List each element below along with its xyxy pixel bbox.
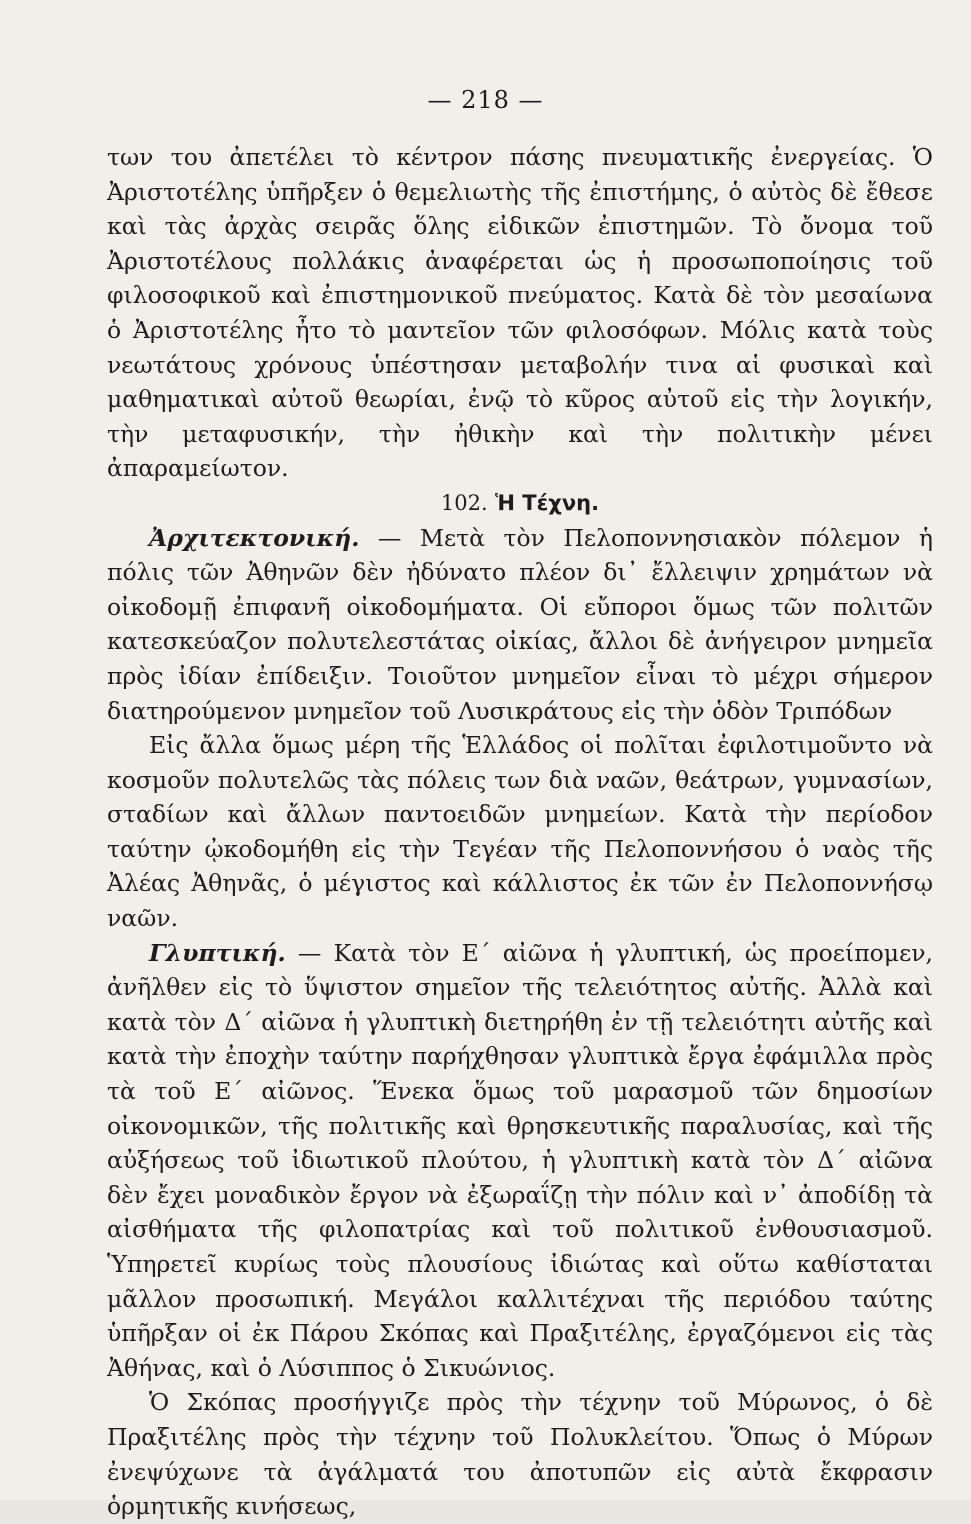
paragraph-sculpture (107, 936, 933, 1386)
page-body (107, 140, 933, 1524)
section-number: 102. (440, 490, 488, 515)
sculpture-heading: Γλυπτική. (149, 938, 286, 967)
architecture-text: — Μετὰ τὸν Πελοποννησιακὸν πόλεμον ἡ πόλις τῶν Ἀθηνῶν δὲν ἠδύνατο πλέον δι᾿ ἔλλειψιν χρημάτων νὰ οἰκοδομῇ ἐπιφανῆ οἰκοδομήματα. Οἱ εὔποροι ὅμως τῶν πολιτῶν κατεσκεύαζον πολυτελεστάτας οἰκίας, ἄλλοι δὲ ἀνήγειρον μνημεῖα πρὸς ἰδίαν ἐπίδειξιν. Τοιοῦτον μνημεῖον εἶναι τὸ μέχρι σήμερον διατηρούμενον μνημεῖον τοῦ Λυσικράτους εἰς τὴν ὁδὸν Τριπόδων (107, 523, 933, 725)
paragraph-philosophy: των του ἀπετέλει τὸ κέντρον πάσης πνευματικῆς ἐνεργείας. Ὁ Ἀριστοτέλης ὑπῆρξεν ὁ θεμελιωτὴς τῆς ἐπιστήμης, ὁ αὐτὸς δὲ ἔθεσε καὶ τὰς ἀρχὰς σειρᾶς ὅλης εἰδικῶν ἐπιστημῶν. Τὸ ὄνομα τοῦ Ἀριστοτέλους πολλάκις ἀναφέρεται ὡς ἡ προσωποποίησις τοῦ φιλοσοφικοῦ καὶ ἐπιστημονικοῦ πνεύματος. Κατὰ δὲ τὸν μεσαίωνα ὁ Ἀριστοτέλης ἦτο τὸ μαντεῖον τῶν φιλοσόφων. Μόλις κατὰ τοὺς νεωτάτους χρόνους ὑπέστησαν μεταβολήν τινα αἱ φυσικαὶ καὶ μαθηματικαὶ αὐτοῦ θεωρίαι, ἐνῷ τὸ κῦρος αὐτοῦ εἰς τὴν λογικήν, τὴν μεταφυσικήν, τὴν ἠθικὴν καὶ τὴν πολιτικὴν μένει ἀπαραμείωτον. (107, 143, 933, 483)
architecture-heading: Ἀρχιτεκτονική. (149, 523, 360, 552)
paragraph-architecture (107, 521, 933, 729)
paragraph-skopas: Ὁ Σκόπας προσήγγιζε πρὸς τὴν τέχνην τοῦ Μύρωνος, ὁ δὲ Πραξιτέλης πρὸς τὴν τέχνην τοῦ Πολυκλείτου. Ὅπως ὁ Μύρων ἐνεψύχωνε τὰ ἀγάλματά του ἀποτυπῶν εἰς αὐτὰ ἔκφρασιν ὁρμητικῆς κινήσεως, (107, 1388, 933, 1521)
sculpture-text: — Κατὰ τὸν Ε΄ αἰῶνα ἡ γλυπτική, ὡς προείπομεν, ἀνῆλθεν εἰς τὸ ὕψιστον σημεῖον τῆς τελειότητος αὐτῆς. Ἀλλὰ καὶ κατὰ τὸν Δ΄ αἰῶνα ἡ γλυπτικὴ διετηρήθη ἐν τῇ τελειότητι αὐτῆς καὶ κατὰ τὴν ἐποχὴν ταύτην παρήχθησαν γλυπτικὰ ἔργα ἐφάμιλλα πρὸς τὰ τοῦ Ε΄ αἰῶνος. Ἕνεκα ὅμως τοῦ μαρασμοῦ τῶν δημοσίων οἰκονομικῶν, τῆς πολιτικῆς καὶ θρησκευτικῆς παραλυσίας, καὶ τῆς αὐξήσεως τοῦ ἰδιωτικοῦ πλούτου, ἡ γλυπτικὴ κατὰ τὸν Δ΄ αἰῶνα δὲν ἔχει μοναδικὸν ἔργον νὰ ἐξωραΐζῃ τὴν πόλιν καὶ ν᾿ ἀποδίδῃ τὰ αἰσθήματα τῆς φιλοπατρίας καὶ τοῦ πολιτικοῦ ἐνθουσιασμοῦ. Ὑπηρετεῖ κυρίως τοὺς πλουσίους ἰδιώτας καὶ οὕτω καθίσταται μᾶλλον προσωπική. Μεγάλοι καλλιτέχναι τῆς περιόδου ταύτης ὑπῆρξαν οἱ ἐκ Πάρου Σκόπας καὶ Πραξιτέλης, ἐργαζόμενοι εἰς τὰς Ἀθήνας, καὶ ὁ Λύσιππος ὁ Σικυώνιος. (107, 938, 933, 1382)
section-title: Ἡ Τέχνη. (495, 490, 600, 515)
section-heading (107, 486, 933, 521)
page-number: — 218 — (427, 86, 544, 114)
paragraph-temples: Εἰς ἄλλα ὅμως μέρη τῆς Ἑλλάδος οἱ πολῖται ἐφιλοτιμοῦντο νὰ κοσμοῦν πολυτελῶς τὰς πόλεις των διὰ ναῶν, θεάτρων, γυμνασίων, σταδίων καὶ ἄλλων παντοειδῶν μνημείων. Κατὰ τὴν περίοδον ταύτην ᾠκοδομήθη εἰς τὴν Τεγέαν τῆς Πελοποννήσου ὁ ναὸς τῆς Ἀλέας Ἀθηνᾶς, ὁ μέγιστος καὶ κάλλιστος ἐκ τῶν ἐν Πελοποννήσῳ ναῶν. (107, 731, 933, 933)
